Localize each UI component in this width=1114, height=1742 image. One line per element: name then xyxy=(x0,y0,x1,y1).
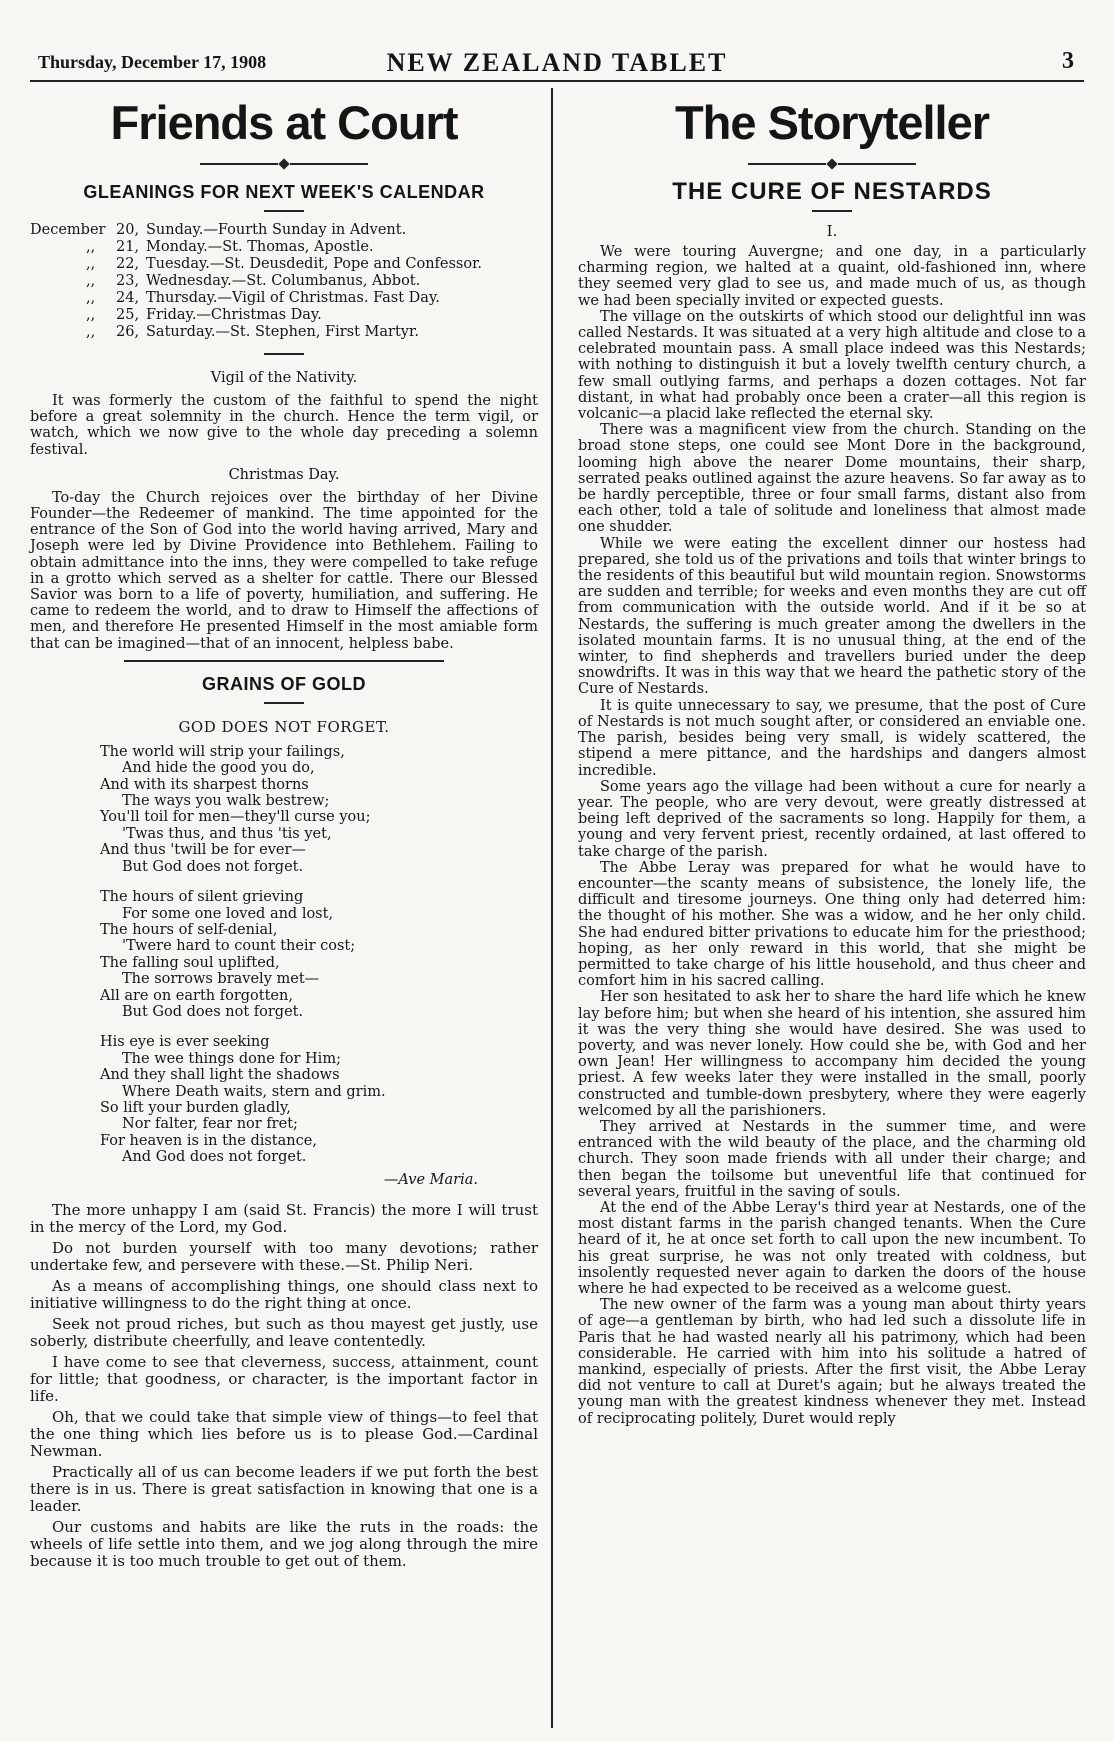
story-paragraph: It is quite unnecessary to say, we presume, that the post of Cure of Nestards is not much sought after, or considered an enviable one. The parish, besides being very small, is widely scattered, the stipend a mere pittance, and the hardships and dangers almost incredible. xyxy=(578,697,1086,779)
calendar-day: 21, xyxy=(116,239,140,255)
calendar-row xyxy=(30,307,538,324)
poem-line: And hide the good you do, xyxy=(122,760,315,777)
quote-paragraph: The more unhappy I am (said St. Francis) the more I will trust in the mercy of the Lord, my God. xyxy=(30,1200,538,1236)
calendar-entry: Sunday.—Fourth Sunday in Advent. xyxy=(146,222,407,238)
poem-line: And God does not forget. xyxy=(122,1149,307,1166)
poem-line: And they shall light the shadows xyxy=(100,1067,340,1084)
right-column xyxy=(578,86,1086,1427)
poem-line: The ways you walk bestrew; xyxy=(122,793,330,810)
poem-line: 'Twere hard to count their cost; xyxy=(122,938,356,955)
poem-line: For heaven is in the distance, xyxy=(100,1132,317,1149)
calendar-day: 24, xyxy=(116,290,140,306)
story-paragraph: There was a magnificent view from the church. Standing on the broad stone steps, one could see Mont Dore in the background, looming high above the nearer Dome mountains, their sharp, serrated peaks outlined against the azure heavens. So far away as to be hardly perceptible, three or four small farms, distant also from each other, told a tale of solitude and loneliness that almost made one shudder. xyxy=(578,422,1086,536)
story-paragraph: Some years ago the village had been without a cure for nearly a year. The people, who are very devout, were greatly distressed at being left deprived of the sacraments so long. Happily for them, a young and very fervent priest, recently ordained, at last offered to take charge of the parish. xyxy=(578,778,1086,860)
quote-paragraph: Do not burden yourself with too many devotions; rather undertake few, and persevere with these.—St. Philip Neri. xyxy=(30,1238,538,1274)
poem-line: The world will strip your failings, xyxy=(100,743,345,760)
christmas-paragraph: To-day the Church rejoices over the birthday of her Divine Founder—the Redeemer of mankind. The time appointed for the entrance of the Son of God into the world having arrived, Mary and Joseph were led by Divine Providence into Bethlehem. Failing to obtain admittance into the inns, they were compelled to take refuge in a grotto which served as a shelter for cattle. There our Blessed Savior was born to a life of poverty, humiliation, and suffering. He came to redeem the world, and to draw to Himself the affections of men, and therefore He presented Himself in the most amiable form that can be imagined—that of an innocent, helpless babe. xyxy=(30,489,538,652)
calendar-month: ,, xyxy=(86,273,96,289)
poem-line: But God does not forget. xyxy=(122,858,304,875)
column-divider xyxy=(551,88,553,1728)
quote-paragraph: Practically all of us can become leaders if we put forth the best there is in us. There is great satisfaction in knowing that one is a leader. xyxy=(30,1462,538,1515)
chapter-number: I. xyxy=(826,222,838,240)
poem-line: The sorrows bravely met— xyxy=(122,971,320,988)
story-paragraph: The new owner of the farm was a young man about thirty years of age—a gentleman by birth, who had led such a dissolute life in Paris that he had wasted nearly all his patrimony, which had been considerable. He carried with him into his solitude a hatred of mankind, especially of priests. After the first visit, the Abbe Leray did not venture to call at Duret's again; but he always treated the young man with the greatest kindness whenever they met. Instead of reciprocating politely, Duret would reply xyxy=(578,1297,1086,1427)
grains-of-gold-heading: GRAINS OF GOLD xyxy=(202,673,366,694)
poem-line: Where Death waits, stern and grim. xyxy=(122,1083,386,1100)
quote-paragraph: Our customs and habits are like the ruts in the roads: the wheels of life settle into them, and we jog along through the mire because it is too much trouble to get out of them. xyxy=(30,1517,538,1570)
story-paragraph: The Abbe Leray was prepared for what he would have to encounter—the scanty means of subsistence, the lonely life, the difficult and tiresome journeys. One thing only had deterred him: the thought of his mother. She was a widow, and he her only child. She had endured bitter privations to educate him for the priesthood; hoping, as her only reward in this world, that she might be permitted to take charge of his little household, and thus cheer and comfort him in his sacred calling. xyxy=(578,859,1086,990)
poem-line: His eye is ever seeking xyxy=(100,1034,270,1051)
quotes-list xyxy=(30,1202,538,1570)
short-rule-divider xyxy=(264,353,304,355)
calendar-row xyxy=(30,290,538,307)
calendar-day: 20, xyxy=(116,222,140,238)
vigil-paragraph: It was formerly the custom of the faithful to spend the night before a great solemnity in the church. Hence the term vigil, or watch, which we now give to the whole day preceding a solemn festival. xyxy=(30,393,538,458)
calendar-month: ,, xyxy=(86,290,96,306)
calendar-row xyxy=(30,273,538,290)
calendar-day: 22, xyxy=(116,256,140,272)
page-number: 3 xyxy=(1062,48,1074,74)
calendar-entry: Saturday.—St. Stephen, First Martyr. xyxy=(146,324,419,340)
quote-paragraph: Seek not proud riches, but such as thou mayest get justly, use soberly, distribute cheerfully, and leave contentedly. xyxy=(30,1314,538,1350)
calendar-entry: Friday.—Christmas Day. xyxy=(146,307,322,323)
diamond-rule-divider xyxy=(578,156,1086,172)
story-paragraph: At the end of the Abbe Leray's third year at Nestards, one of the most distant farms in the parish changed tenants. When the Cure heard of it, he at once set forth to call upon the new incumbent. To his great surprise, he was not only treated with coldness, but insolently requested never again to darken the doors of the house where he had expected to be received as a welcome guest. xyxy=(578,1199,1086,1297)
poem-line: The wee things done for Him; xyxy=(122,1050,341,1067)
poem-line: For some one loved and lost, xyxy=(122,905,334,922)
calendar-row xyxy=(30,222,538,239)
poem-stanza xyxy=(100,744,538,875)
poem-line: But God does not forget. xyxy=(122,1003,304,1020)
calendar-day: 26, xyxy=(116,324,140,340)
poem-line: And thus 'twill be for ever— xyxy=(100,842,306,859)
story-paragraph: While we were eating the excellent dinner our hostess had prepared, she told us of the privations and toils that winter brings to the residents of this beautiful but wild mountain region. Snowstorms are sudden and terrible; for weeks and even months they are cut off from communication with the outside world. And if it be so at Nestards, the suffering is much greater among the dwellers in the isolated mountain farms. It is no unusual thing, at the end of the winter, to find shepherds and travellers buried under the deep snowdrifts. It was in this way that we heard the pathetic story of the Cure of Nestards. xyxy=(578,535,1086,698)
poem-line: The hours of silent grieving xyxy=(100,889,304,906)
poem-stanza xyxy=(100,1034,538,1165)
calendar-month: ,, xyxy=(86,307,96,323)
story-paragraph: The village on the outskirts of which stood our delightful inn was called Nestards. It was situated at a very high altitude and close to a celebrated mountain pass. A small place indeed was this Nestards; with nothing to distinguish it but a lovely twelfth century church, a few small outlying farms, and perhaps a dozen cottages. Not far distant, in what had probably once been a crater—all this region is volcanic—a placid lake reflected the eternal sky. xyxy=(578,308,1086,423)
calendar-month: ,, xyxy=(86,324,96,340)
calendar-row xyxy=(30,239,538,256)
calendar-month: ,, xyxy=(86,256,96,272)
story-paragraph: They arrived at Nestards in the summer time, and were entranced with the wild beauty of the place, and the charming old church. They soon made friends with all under their charge; and then began the toilsome but uneventful life that continued for several years, fruitful in the saving of souls. xyxy=(578,1118,1086,1200)
poem-line: The hours of self-denial, xyxy=(100,921,278,938)
issue-date: Thursday, December 17, 1908 xyxy=(38,52,267,72)
calendar-row xyxy=(30,324,538,341)
calendar-row xyxy=(30,256,538,273)
calendar-entry: Wednesday.—St. Columbanus, Abbot. xyxy=(146,273,421,289)
calendar-entry: Thursday.—Vigil of Christmas. Fast Day. xyxy=(146,290,440,306)
masthead xyxy=(30,40,1084,82)
short-rule-divider xyxy=(264,210,304,212)
poem-line: Nor falter, fear nor fret; xyxy=(122,1116,298,1133)
poem xyxy=(100,744,538,1166)
publication-title: NEW ZEALAND TABLET xyxy=(386,48,728,77)
poem-line: All are on earth forgotten, xyxy=(100,987,293,1004)
calendar-day: 23, xyxy=(116,273,140,289)
calendar-list xyxy=(30,222,538,341)
calendar-entry: Tuesday.—St. Deusdedit, Pope and Confessor. xyxy=(146,256,483,272)
vigil-heading: Vigil of the Nativity. xyxy=(210,370,358,386)
calendar-subtitle: GLEANINGS FOR NEXT WEEK'S CALENDAR xyxy=(83,182,485,202)
quote-paragraph: As a means of accomplishing things, one should class next to initiative willingness to do the right thing at once. xyxy=(30,1276,538,1312)
quote-paragraph: Oh, that we could take that simple view of things—to feel that the one thing which lies before us is to please God.—Cardinal Newman. xyxy=(30,1407,538,1460)
short-rule-divider xyxy=(264,702,304,704)
short-rule-divider xyxy=(812,210,852,212)
poem-line: 'Twas thus, and thus 'tis yet, xyxy=(122,825,332,842)
story-paragraph: We were touring Auvergne; and one day, in a particularly charming region, we halted at a quaint, old-fashioned inn, where they seemed very glad to see us, and made much of us, as though we had been specially invited or expected guests. xyxy=(578,244,1086,309)
story-paragraph: Her son hesitated to ask her to share the hard life which he knew lay before him; but when she heard of his intention, she assured him it was the very thing she would have desired. She was used to poverty, and was never lonely. How could she be, with God and her own Jean! Her willingness to accompany him decided the young priest. A few weeks later they were installed in the small, poorly constructed and tumble-down presbytery, where they were eagerly welcomed by all the parishioners. xyxy=(578,989,1086,1119)
poem-attribution: —Ave Maria. xyxy=(383,1171,478,1188)
poem-line: You'll toil for men—they'll curse you; xyxy=(100,809,371,826)
section-title-storyteller: The Storyteller xyxy=(674,96,990,149)
poem-stanza xyxy=(100,889,538,1020)
poem-title: GOD DOES NOT FORGET. xyxy=(178,717,390,736)
poem-line: So lift your burden gladly, xyxy=(100,1099,291,1116)
left-column xyxy=(30,86,538,1574)
poem-line: And with its sharpest thorns xyxy=(100,776,309,793)
poem-line: The falling soul uplifted, xyxy=(100,954,280,971)
section-rule xyxy=(124,660,444,662)
christmas-heading: Christmas Day. xyxy=(228,466,340,483)
calendar-month: December xyxy=(30,222,106,238)
section-title-friends-at-court: Friends at Court xyxy=(110,96,458,149)
diamond-rule-divider xyxy=(30,156,538,172)
story-title: THE CURE OF NESTARDS xyxy=(672,178,992,205)
quote-paragraph: I have come to see that cleverness, success, attainment, count for little; that goodness, or character, is the important factor in life. xyxy=(30,1352,538,1405)
calendar-entry: Monday.—St. Thomas, Apostle. xyxy=(146,239,374,255)
calendar-day: 25, xyxy=(116,307,140,323)
calendar-month: ,, xyxy=(86,239,96,255)
